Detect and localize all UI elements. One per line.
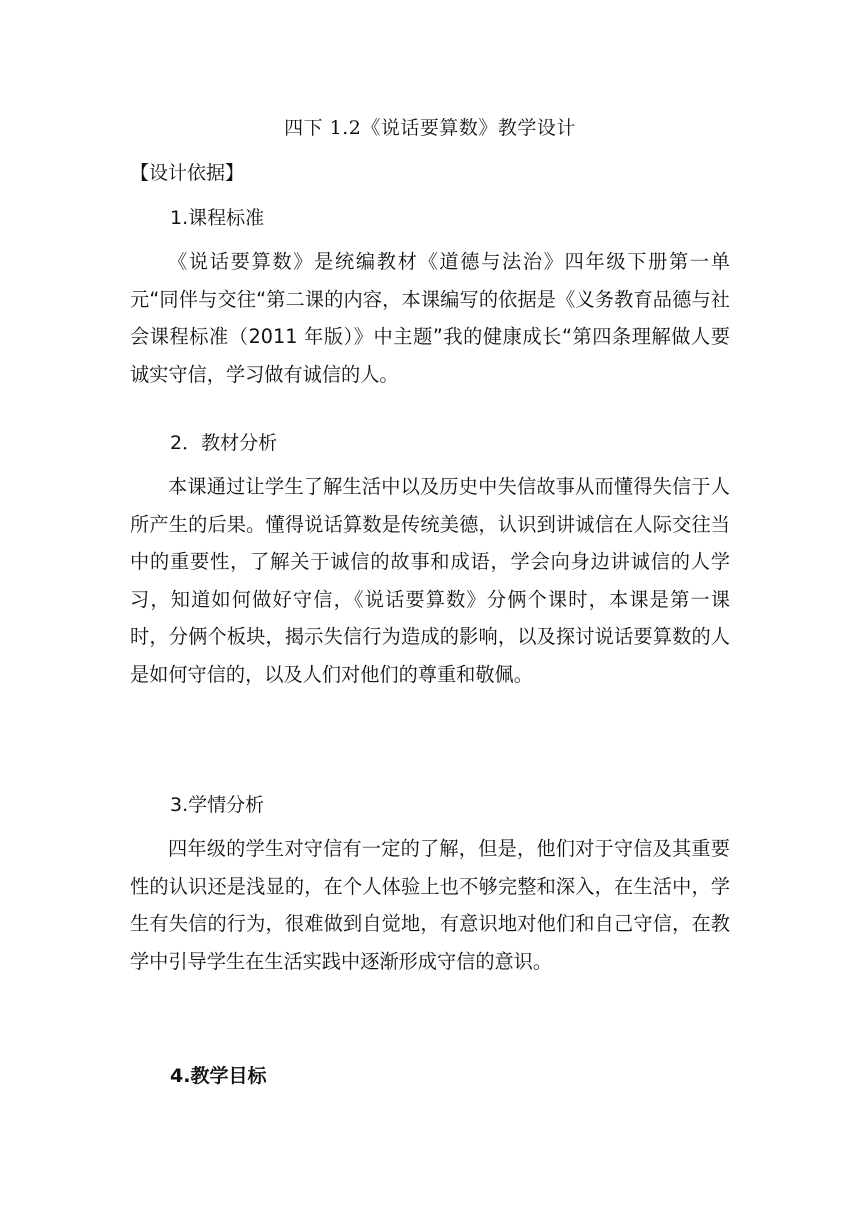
paragraph-student-analysis: 四年级的学生对守信有一定的了解，但是，他们对于守信及其重要性的认识还是浅显的，在个人体验上也不够完整和深入，在生活中，学生有失信的行为，很难做到自觉地，有意识地对他们和自己守信，在教学中引导学生在生活实践中逐渐形成守信的意识。 — [130, 837, 730, 973]
heading-curriculum-standard: 1.课程标准 — [170, 207, 265, 229]
paragraph-textbook-analysis: 本课通过让学生了解生活中以及历史中失信故事从而懂得失信于人所产生的后果。懂得说话算数是传统美德，认识到讲诚信在人际交往当中的重要性，了解关于诚信的故事和成语，学会向身边讲诚信的人学习，知道如何做好守信，《说话要算数》分俩个课时，本课是第一课时，分俩个板块，揭示失信行为造成的影响，以及探讨说话要算数的人是如何守信的，以及人们对他们的尊重和敬佩。 — [130, 475, 730, 686]
document-title: 四下 1.2《说话要算数》教学设计 — [284, 117, 576, 139]
paragraph-curriculum-standard: 《说话要算数》是统编教材《道德与法治》四年级下册第一单元“同伴与交往“第二课的内容，本课编写的依据是《义务教育品德与社会课程标准（2011 年版）》中主题”我的健康成长“第四条理解做人要诚实守信，学习做有诚信的人。 — [130, 250, 730, 386]
heading-teaching-objectives: 4.教学目标 — [170, 1065, 267, 1087]
heading-student-analysis: 3.学情分析 — [170, 794, 265, 816]
section-heading: 【设计依据】 — [130, 162, 245, 184]
heading-textbook-analysis: 2．教材分析 — [170, 432, 278, 454]
